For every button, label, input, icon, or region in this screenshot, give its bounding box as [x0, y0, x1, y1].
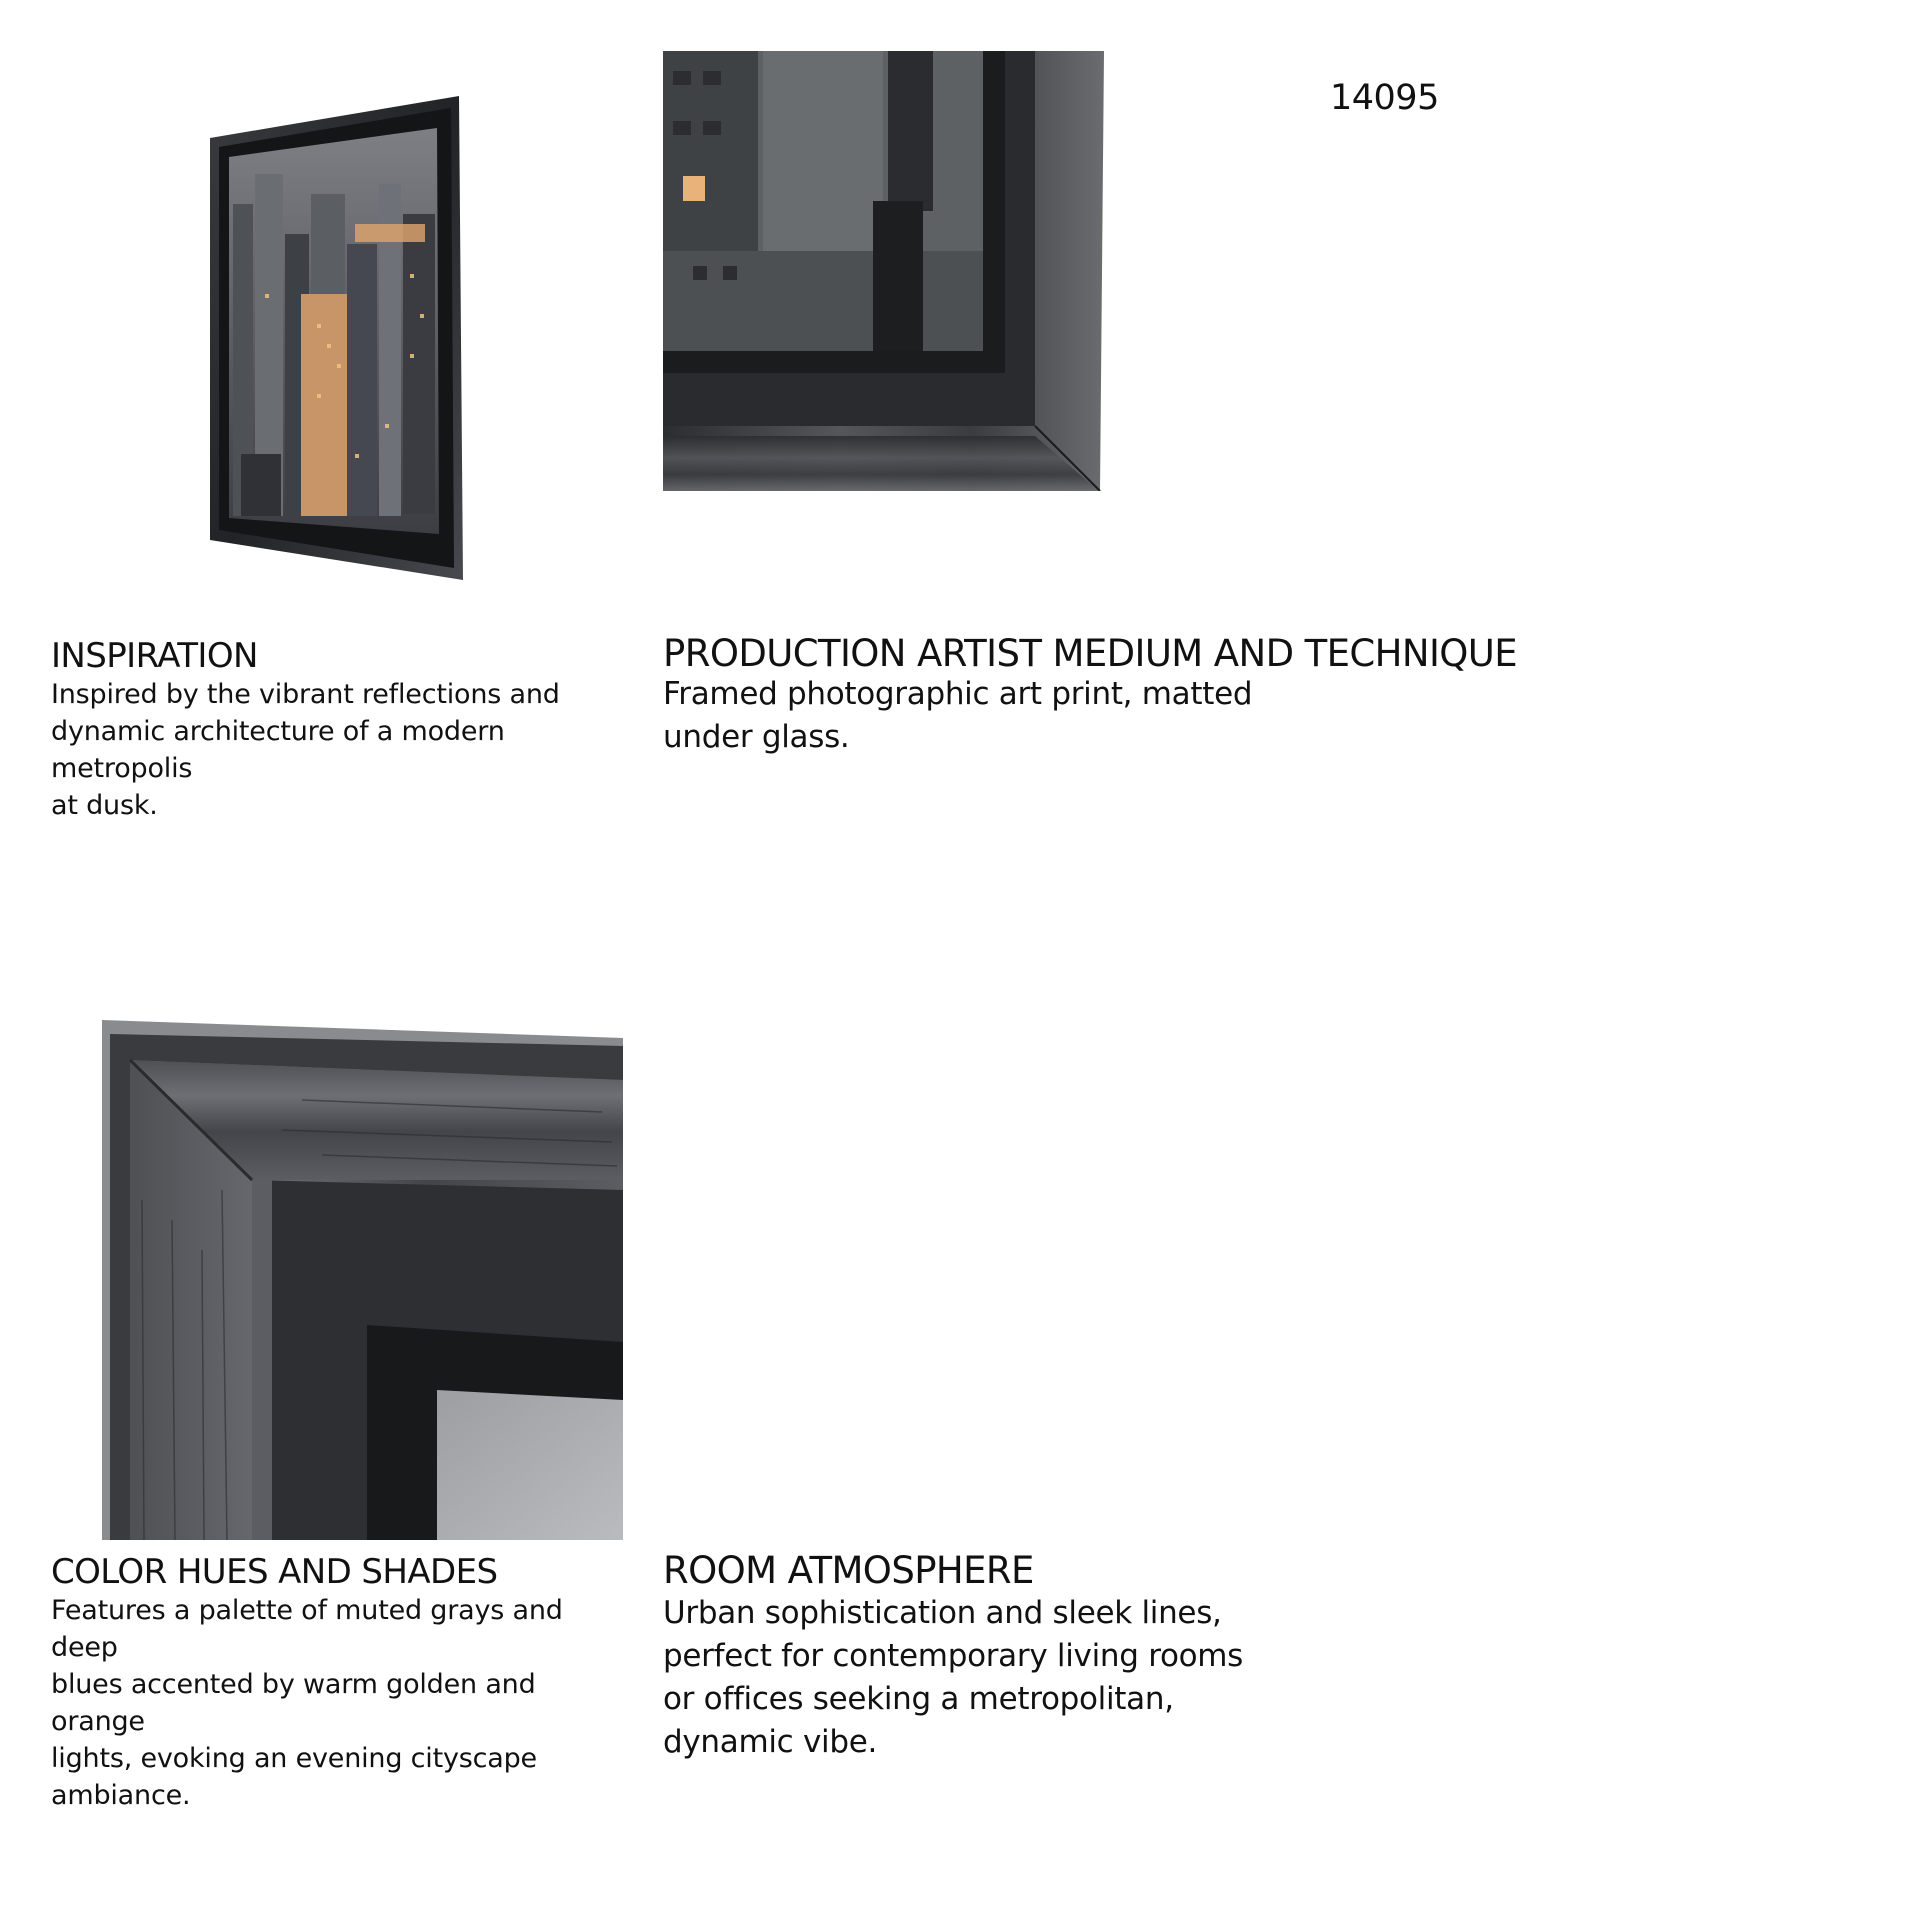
color-line: Features a palette of muted grays and deep [51, 1595, 563, 1663]
room-line: or offices seeking a metropolitan, [663, 1681, 1174, 1717]
inspiration-line: Inspired by the vibrant reflections and [51, 679, 560, 710]
frame-profile-image [102, 1020, 623, 1540]
room-line: perfect for contemporary living rooms [663, 1638, 1244, 1674]
color-heading: COLOR HUES AND SHADES [51, 1552, 498, 1592]
inspiration-text [51, 676, 631, 824]
color-section [51, 1552, 631, 1814]
production-line: Framed photographic art print, matted [663, 676, 1253, 712]
color-line: blues accented by warm golden and orange [51, 1669, 536, 1737]
framed-print-image [205, 94, 465, 580]
inspiration-line: dynamic architecture of a modern metropolis [51, 716, 505, 784]
room-heading: ROOM ATMOSPHERE [663, 1549, 1034, 1592]
production-line: under glass. [663, 719, 850, 755]
room-section [663, 1549, 1363, 1764]
color-line: ambiance. [51, 1780, 191, 1811]
inspiration-heading: INSPIRATION [51, 636, 258, 676]
inspiration-section [51, 636, 631, 824]
color-text [51, 1592, 631, 1814]
production-text [663, 673, 1863, 759]
frame-corner-image [663, 51, 1104, 491]
product-sku: 14095 [1330, 78, 1439, 118]
production-section [663, 632, 1863, 759]
color-line: lights, evoking an evening cityscape [51, 1743, 537, 1774]
room-text [663, 1592, 1363, 1764]
room-line: Urban sophistication and sleek lines, [663, 1595, 1222, 1631]
production-heading: PRODUCTION ARTIST MEDIUM AND TECHNIQUE [663, 632, 1518, 675]
inspiration-line: at dusk. [51, 790, 158, 821]
room-line: dynamic vibe. [663, 1724, 878, 1760]
